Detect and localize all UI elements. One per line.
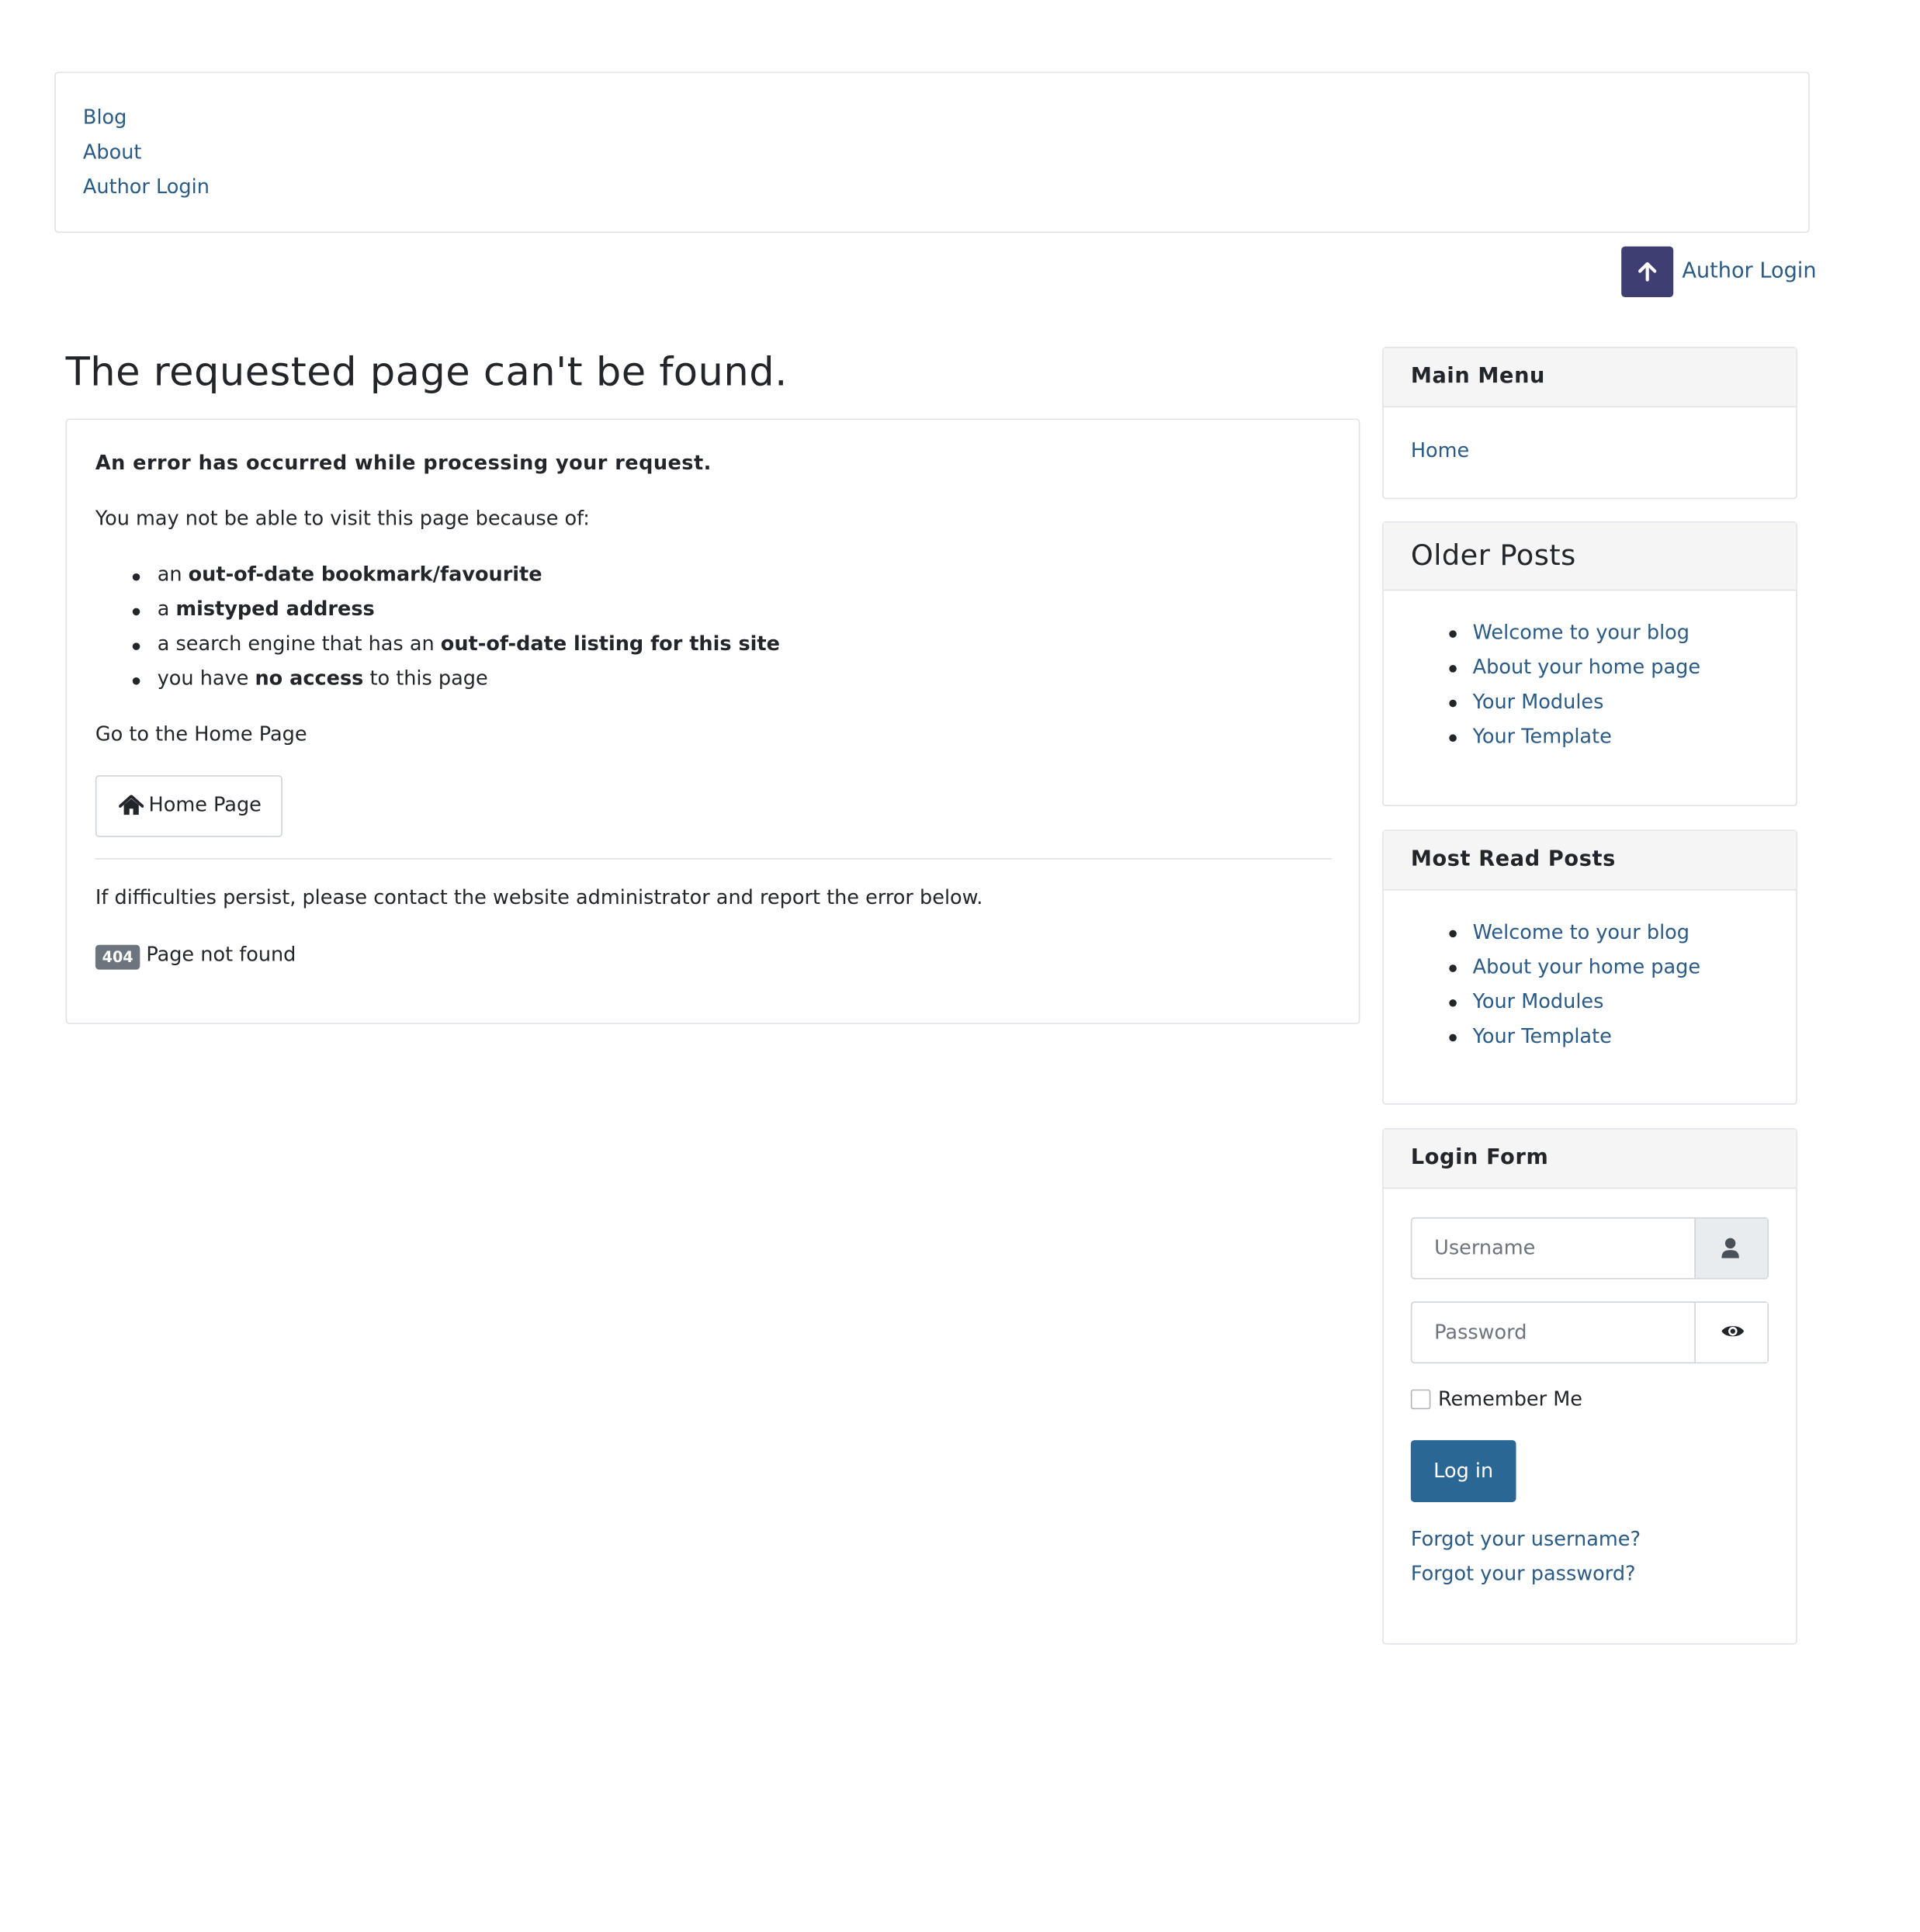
reason-item: a search engine that has an out-of-date listing for this site (157, 631, 780, 656)
password-field (1411, 1301, 1769, 1363)
error-panel (66, 418, 1360, 1023)
home-page-button-label: Home Page (148, 792, 262, 816)
username-addon (1694, 1218, 1767, 1278)
nav-link-about[interactable]: About (82, 140, 142, 164)
bullet (133, 677, 140, 685)
module-title: Most Read Posts (1410, 847, 1616, 872)
forgot-password-link[interactable]: Forgot your password? (1410, 1561, 1636, 1585)
bullet (1449, 999, 1457, 1007)
post-link[interactable]: Your Template (1472, 724, 1612, 748)
main-menu-module (1382, 347, 1797, 499)
remember-me-label: Remember Me (1437, 1387, 1583, 1411)
post-link[interactable]: Your Modules (1472, 689, 1604, 714)
go-home-text: Go to the Home Page (95, 722, 307, 746)
nav-link-blog[interactable]: Blog (82, 105, 127, 129)
bullet (133, 642, 140, 650)
page-title: The requested page can't be found. (65, 348, 788, 396)
username-field (1411, 1217, 1769, 1279)
post-link[interactable]: Your Modules (1472, 989, 1604, 1013)
post-link[interactable]: Welcome to your blog (1472, 620, 1690, 644)
bullet (1449, 964, 1457, 972)
reason-item: you have no access to this page (157, 666, 488, 690)
post-link[interactable]: About your home page (1472, 954, 1701, 978)
error-message: Page not found (146, 942, 296, 966)
nav-link-author-login[interactable]: Author Login (82, 175, 210, 199)
post-link[interactable]: Your Template (1472, 1023, 1612, 1048)
bullet (1449, 734, 1457, 742)
username-input[interactable] (1412, 1218, 1694, 1275)
login-button[interactable]: Log in (1411, 1440, 1516, 1502)
post-link[interactable]: Welcome to your blog (1472, 919, 1690, 944)
back-to-top-button[interactable] (1621, 247, 1673, 297)
home-page-button[interactable] (95, 775, 282, 837)
reason-item: a mistyped address (157, 597, 375, 621)
remember-me-checkbox[interactable] (1411, 1390, 1431, 1410)
module-title: Older Posts (1410, 539, 1576, 573)
module-title: Login Form (1410, 1145, 1549, 1171)
login-form-module (1382, 1128, 1797, 1645)
divider (95, 858, 1332, 860)
bullet (1449, 700, 1457, 708)
post-link[interactable]: About your home page (1472, 655, 1701, 679)
module-header (1384, 1130, 1796, 1189)
error-code-badge: 404 (95, 945, 140, 970)
forgot-username-link[interactable]: Forgot your username? (1410, 1526, 1641, 1551)
password-input[interactable] (1412, 1303, 1694, 1359)
error-heading: An error has occurred while processing your request. (95, 450, 712, 475)
module-header (1384, 523, 1796, 591)
older-posts-module (1382, 521, 1797, 806)
show-password-button[interactable] (1694, 1303, 1767, 1362)
user-icon (1721, 1237, 1741, 1259)
bullet (1449, 1034, 1457, 1042)
eye-icon (1721, 1321, 1745, 1342)
menu-link-home[interactable]: Home (1410, 438, 1470, 462)
bullet (1449, 665, 1457, 673)
most-read-module (1382, 829, 1797, 1104)
bullet (1449, 930, 1457, 938)
top-navigation (54, 72, 1810, 233)
author-login-link[interactable]: Author Login (1682, 258, 1817, 284)
module-title: Main Menu (1410, 364, 1546, 390)
bullet (1449, 630, 1457, 638)
arrow-up-icon (1636, 260, 1658, 282)
bullet (133, 608, 140, 616)
contact-text: If difficulties persist, please contact the website administrator and report the error below. (95, 885, 983, 909)
reasons-intro: You may not be able to visit this page because of: (95, 506, 590, 531)
module-header (1384, 831, 1796, 891)
module-header (1384, 348, 1796, 407)
reason-item: an out-of-date bookmark/favourite (157, 562, 542, 586)
bullet (133, 573, 140, 581)
home-icon (119, 795, 144, 816)
